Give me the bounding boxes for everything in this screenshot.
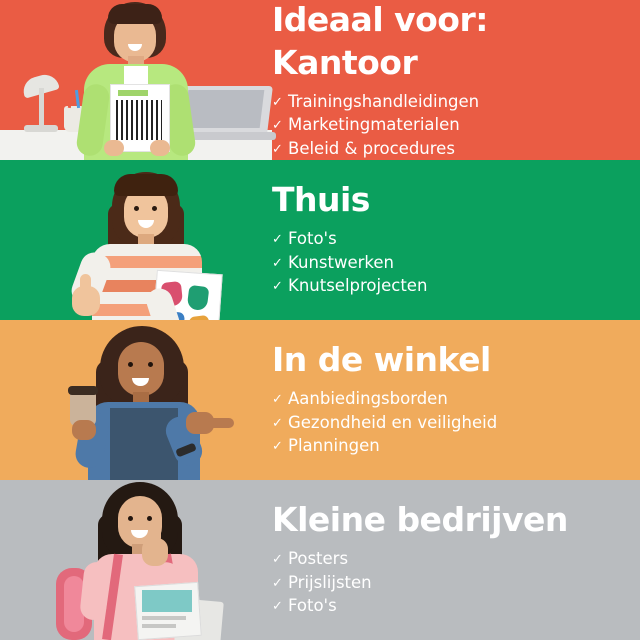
text-column-thuis (272, 160, 632, 320)
section-kleine-bedrijven (0, 480, 640, 640)
list-item (272, 274, 632, 297)
bullet-list-thuis (272, 227, 632, 297)
photo-girl-artwork (0, 160, 272, 320)
text-column-in-de-winkel (272, 320, 632, 480)
list-item (272, 251, 632, 274)
check-icon: ✓ (272, 279, 283, 295)
check-icon: ✓ (272, 94, 283, 110)
list-item-label: Aanbiedingsborden (288, 389, 448, 409)
photo-small-business-woman (0, 480, 272, 640)
text-column-kleine-bedrijven (272, 480, 632, 640)
document-chart-bars (116, 100, 162, 140)
list-item (272, 571, 632, 594)
document-header-band (118, 90, 148, 96)
hair-fringe (108, 4, 162, 24)
poster-title: Ideaal voor: (272, 0, 488, 39)
list-item-label: Planningen (288, 436, 380, 456)
laptop-screen (184, 90, 265, 128)
check-icon: ✓ (272, 232, 283, 248)
desk-lamp-stem (39, 88, 44, 126)
list-item (272, 137, 632, 160)
hair-fringe (114, 174, 178, 196)
flyer-image-block (142, 590, 192, 612)
face (118, 342, 164, 396)
section-heading-kleine-bedrijven: Kleine bedrijven (272, 500, 568, 540)
list-item-label: Gezondheid en veiligheid (288, 412, 498, 432)
section-in-de-winkel (0, 320, 640, 480)
desk-lamp-base (24, 125, 58, 132)
list-item-label: Foto's (288, 596, 337, 616)
check-icon: ✓ (272, 141, 283, 157)
flyer-text-line (142, 616, 186, 620)
list-item (272, 113, 632, 136)
thumb-icon (80, 274, 91, 292)
bullet-list-kantoor (272, 90, 632, 160)
bullet-list-in-de-winkel (272, 387, 632, 457)
list-item-label: Trainingshandleidingen (288, 91, 480, 111)
check-icon: ✓ (272, 575, 283, 591)
check-icon: ✓ (272, 415, 283, 431)
text-column-kantoor (272, 0, 632, 160)
section-kantoor (0, 0, 640, 160)
section-heading-in-de-winkel: In de winkel (272, 340, 491, 380)
list-item (272, 387, 632, 410)
check-icon: ✓ (272, 599, 283, 615)
eye-right (148, 362, 153, 367)
list-item-label: Marketingmaterialen (288, 115, 460, 135)
check-icon: ✓ (272, 255, 283, 271)
photo-shop-woman (0, 320, 272, 480)
list-item (272, 594, 632, 617)
eye-right (152, 206, 157, 211)
coffee-cup-lid (68, 386, 98, 395)
check-icon: ✓ (272, 392, 283, 408)
thumb-icon (150, 526, 161, 543)
list-item (272, 547, 632, 570)
list-item (272, 411, 632, 434)
check-icon: ✓ (272, 118, 283, 134)
right-hand (150, 140, 170, 156)
list-item-label: Kunstwerken (288, 252, 394, 272)
section-heading-kantoor: Kantoor (272, 42, 418, 82)
pointing-finger-icon (208, 418, 234, 428)
bullet-list-kleine-bedrijven (272, 547, 632, 617)
apron (110, 408, 178, 480)
check-icon: ✓ (272, 552, 283, 568)
left-hand (104, 140, 124, 156)
flyer-text-line (142, 624, 176, 628)
check-icon: ✓ (272, 439, 283, 455)
hand-holding-cup (72, 420, 96, 440)
list-item (272, 90, 632, 113)
list-item-label: Foto's (288, 229, 337, 249)
section-heading-thuis: Thuis (272, 180, 370, 220)
list-item (272, 434, 632, 457)
eye-left (128, 362, 133, 367)
section-thuis (0, 160, 640, 320)
list-item-label: Beleid & procedures (288, 138, 455, 158)
eye-left (134, 206, 139, 211)
photo-office-woman (0, 0, 272, 160)
list-item (272, 227, 632, 250)
list-item-label: Knutselprojecten (288, 276, 428, 296)
eye-right (147, 516, 152, 521)
list-item-label: Posters (288, 549, 349, 569)
eye-left (128, 516, 133, 521)
list-item-label: Prijslijsten (288, 572, 372, 592)
